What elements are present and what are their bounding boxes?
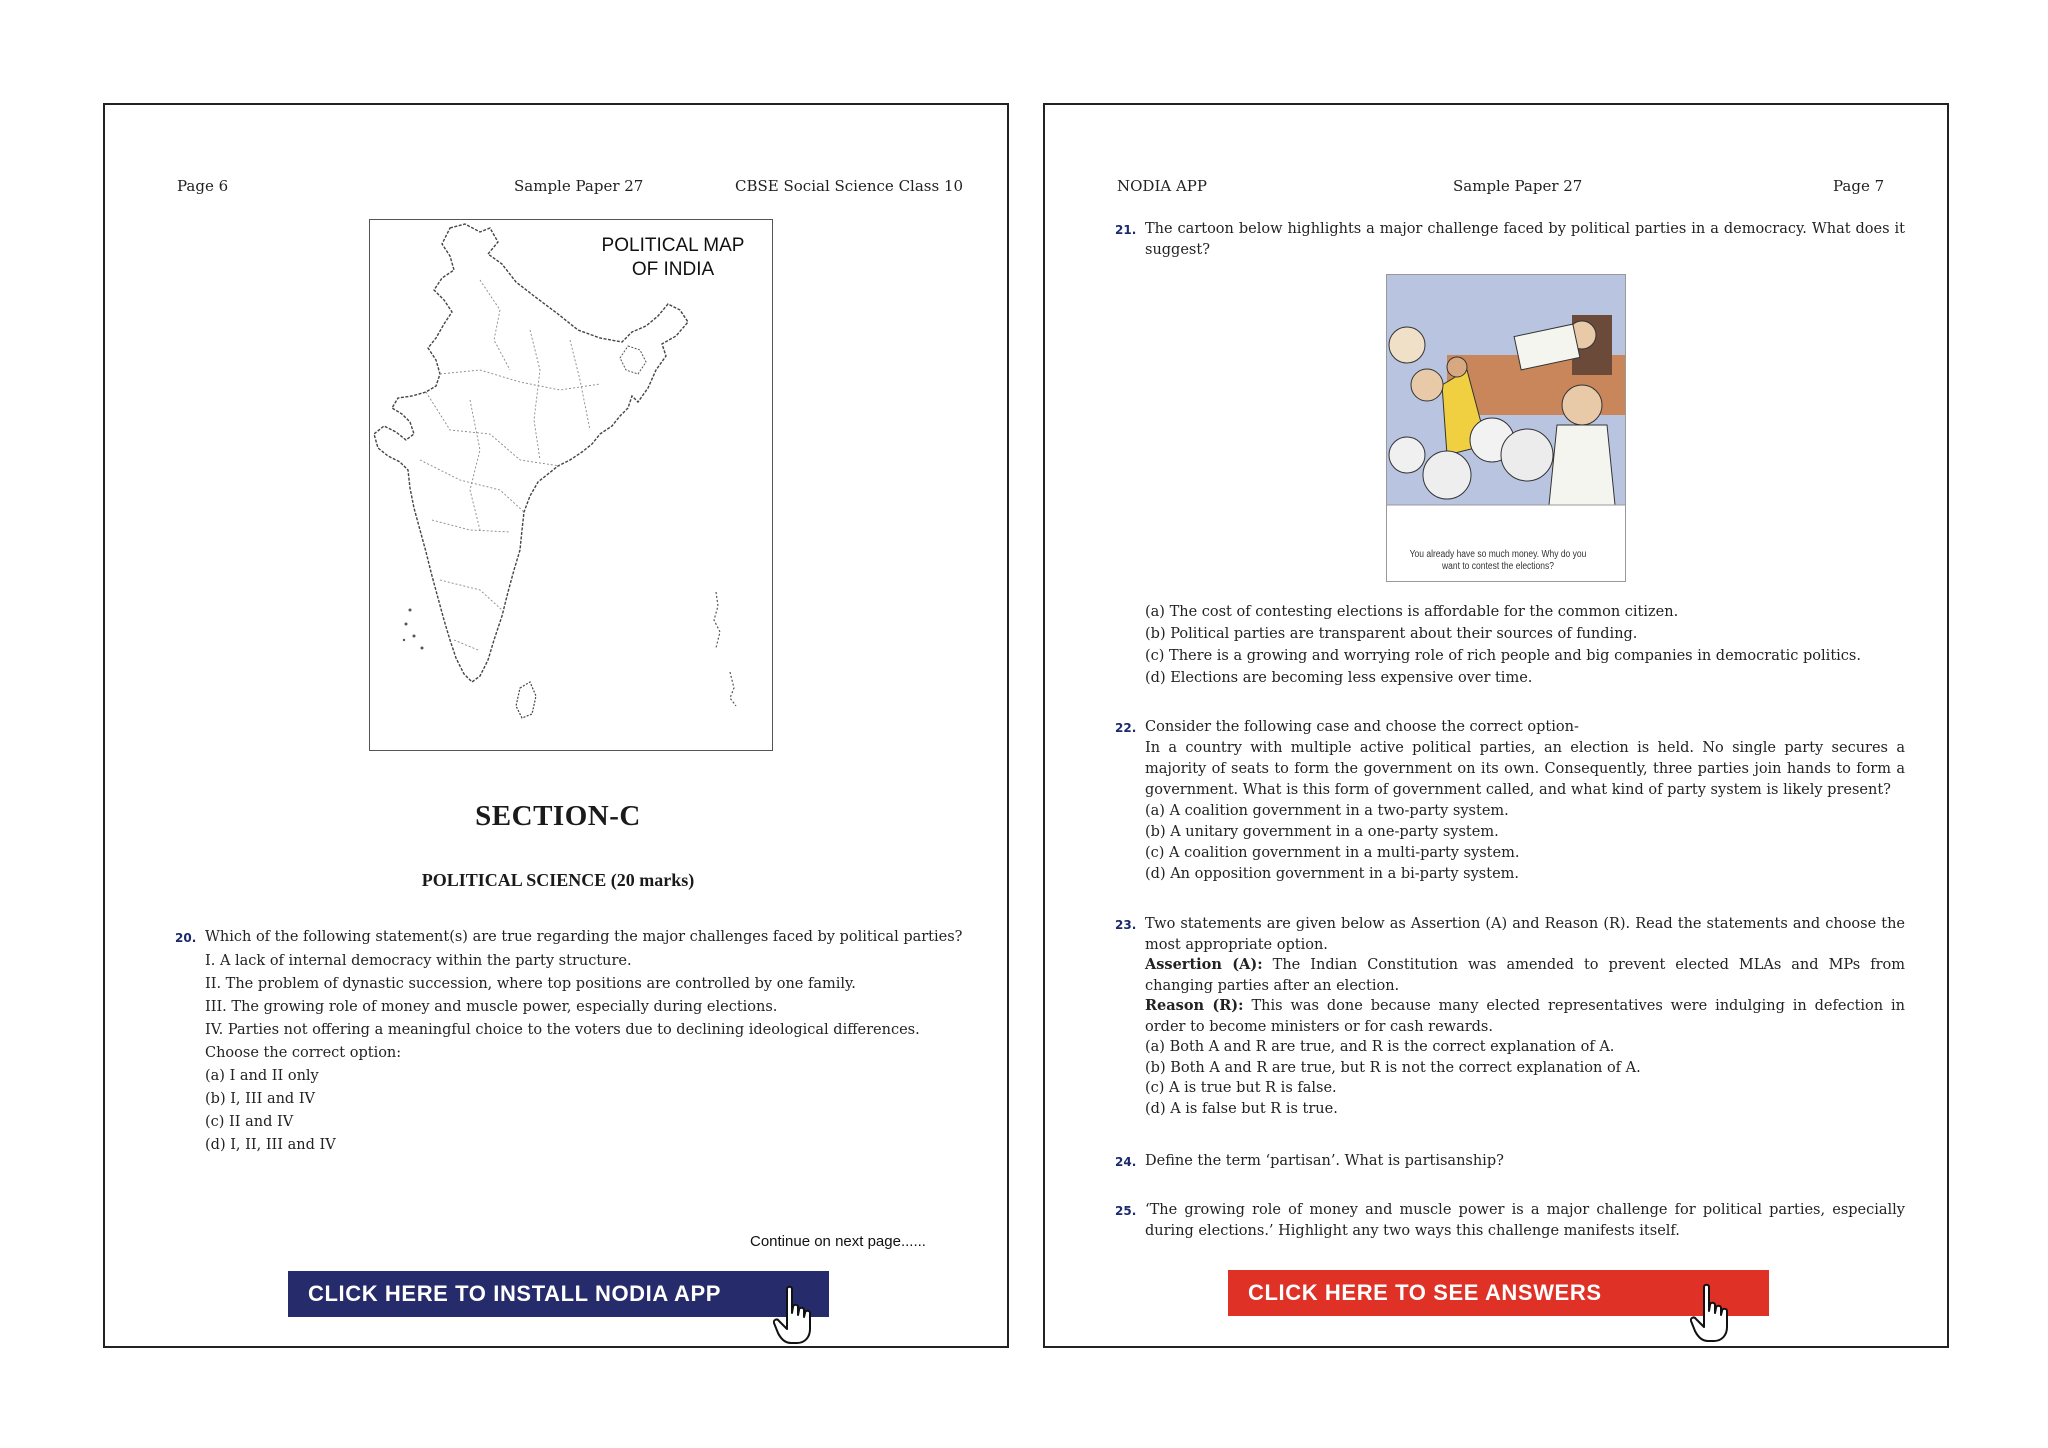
- question-number: 20.: [175, 931, 197, 945]
- option-d: (d) An opposition government in a bi-party system.: [1145, 866, 1520, 882]
- question-text: The cartoon below highlights a major challenge faced by political parties in a democracy. What does it suggest?: [1145, 221, 1905, 258]
- question-text: Two statements are given below as Assertion (A) and Reason (R). Read the statements and choose the most appropriate option.: [1145, 916, 1905, 953]
- reason-text: This was done because many elected representatives were indulging in defection in order to become ministers or for cash rewards.: [1145, 998, 1906, 1035]
- see-answers-button[interactable]: [1228, 1270, 1769, 1316]
- assertion-text: The Indian Constitution was amended to prevent elected MLAs and MPs from changing parties after an election.: [1145, 957, 1906, 994]
- page-7: [1043, 103, 1949, 1348]
- option-a: (a) Both A and R are true, and R is the correct explanation of A.: [1145, 1039, 1615, 1055]
- cartoon-caption: You already have so much money. Why do you want to contest the elections?: [1409, 549, 1587, 572]
- page-number: Page 6: [177, 177, 229, 195]
- india-map-outline: [370, 220, 772, 750]
- question-23: [1115, 914, 1906, 1119]
- option-d: (d) I, II, III and IV: [205, 1137, 336, 1153]
- option-d: (d) Elections are becoming less expensive over time.: [1145, 670, 1533, 686]
- option-b: (b) A unitary government in a one-party system.: [1145, 824, 1499, 840]
- option-d: (d) A is false but R is true.: [1145, 1100, 1338, 1117]
- app-name: NODIA APP: [1117, 177, 1207, 195]
- answers-button-label: CLICK HERE TO SEE ANSWERS: [1248, 1280, 1602, 1305]
- option-b: (b) Political parties are transparent about their sources of funding.: [1145, 626, 1638, 642]
- option-b: (b) I, III and IV: [205, 1091, 316, 1107]
- question-text: ‘The growing role of money and muscle power is a major challenge for political parties, especially during elections.’ Highlight any two ways this challenge manifests itself.: [1145, 1202, 1905, 1239]
- option-c: (c) There is a growing and worrying role of rich people and big companies in democratic politics.: [1145, 648, 1861, 664]
- continue-note: Continue on next page......: [750, 1233, 926, 1250]
- statement: III. The growing role of money and muscle power, especially during elections.: [205, 999, 778, 1015]
- option-a: (a) The cost of contesting elections is affordable for the common citizen.: [1145, 604, 1679, 620]
- question-number: 21.: [1115, 223, 1137, 237]
- question-22: [1115, 717, 1905, 885]
- pointing-hand-icon: [1690, 1283, 1742, 1345]
- question-number: 25.: [1115, 1204, 1137, 1218]
- question-text: Which of the following statement(s) are true regarding the major challenges faced by political parties?: [205, 929, 963, 945]
- question-lead: Consider the following case and choose the correct option-: [1145, 719, 1579, 735]
- option-c: (c) II and IV: [205, 1114, 294, 1130]
- question-number: 23.: [1115, 918, 1137, 932]
- question-20: [175, 927, 965, 1157]
- choose-prompt: Choose the correct option:: [205, 1045, 402, 1061]
- subject-title: CBSE Social Science Class 10: [735, 177, 964, 195]
- pointing-hand-icon: [773, 1285, 825, 1347]
- paper-name: Sample Paper 27: [514, 177, 644, 195]
- question-21-options: [1145, 601, 1905, 689]
- question-24: [1115, 1151, 1905, 1172]
- statement: I. A lack of internal democracy within the party structure.: [205, 953, 632, 969]
- install-nodia-app-button[interactable]: [288, 1271, 829, 1317]
- install-button-label: CLICK HERE TO INSTALL NODIA APP: [308, 1281, 721, 1306]
- option-a: (a) A coalition government in a two-party system.: [1145, 803, 1509, 819]
- map-title: POLITICAL MAP OF INDIA: [601, 235, 745, 280]
- question-number: 22.: [1115, 721, 1137, 735]
- paper-name: Sample Paper 27: [1453, 177, 1583, 195]
- political-map-of-india: [369, 219, 773, 751]
- option-a: (a) I and II only: [205, 1068, 319, 1084]
- option-b: (b) Both A and R are true, but R is not the correct explanation of A.: [1145, 1059, 1641, 1076]
- statement: II. The problem of dynastic succession, where top positions are controlled by one family.: [205, 976, 856, 992]
- question-text: In a country with multiple active political parties, an election is held. No single party secures a majority of seats to form the government on its own. Consequently, three parties join hands to form a government. What is this form of government called, and what kind of party system is likely present?: [1145, 740, 1905, 798]
- page-number: Page 7: [1833, 177, 1885, 195]
- question-21: [1115, 219, 1905, 261]
- reason-label: Reason (R):: [1145, 997, 1244, 1014]
- question-text: Define the term ‘partisan’. What is partisanship?: [1145, 1153, 1504, 1169]
- political-cartoon: [1386, 274, 1626, 582]
- option-c: (c) A is true but R is false.: [1145, 1080, 1337, 1096]
- section-subtitle: POLITICAL SCIENCE (20 marks): [421, 870, 695, 890]
- question-number: 24.: [1115, 1155, 1137, 1169]
- statement: IV. Parties not offering a meaningful choice to the voters due to declining ideological differences.: [205, 1022, 920, 1038]
- question-25: [1115, 1200, 1905, 1242]
- option-c: (c) A coalition government in a multi-party system.: [1145, 845, 1520, 861]
- page-6: [103, 103, 1009, 1348]
- assertion-label: Assertion (A):: [1145, 956, 1263, 973]
- section-title: SECTION-C: [475, 800, 641, 832]
